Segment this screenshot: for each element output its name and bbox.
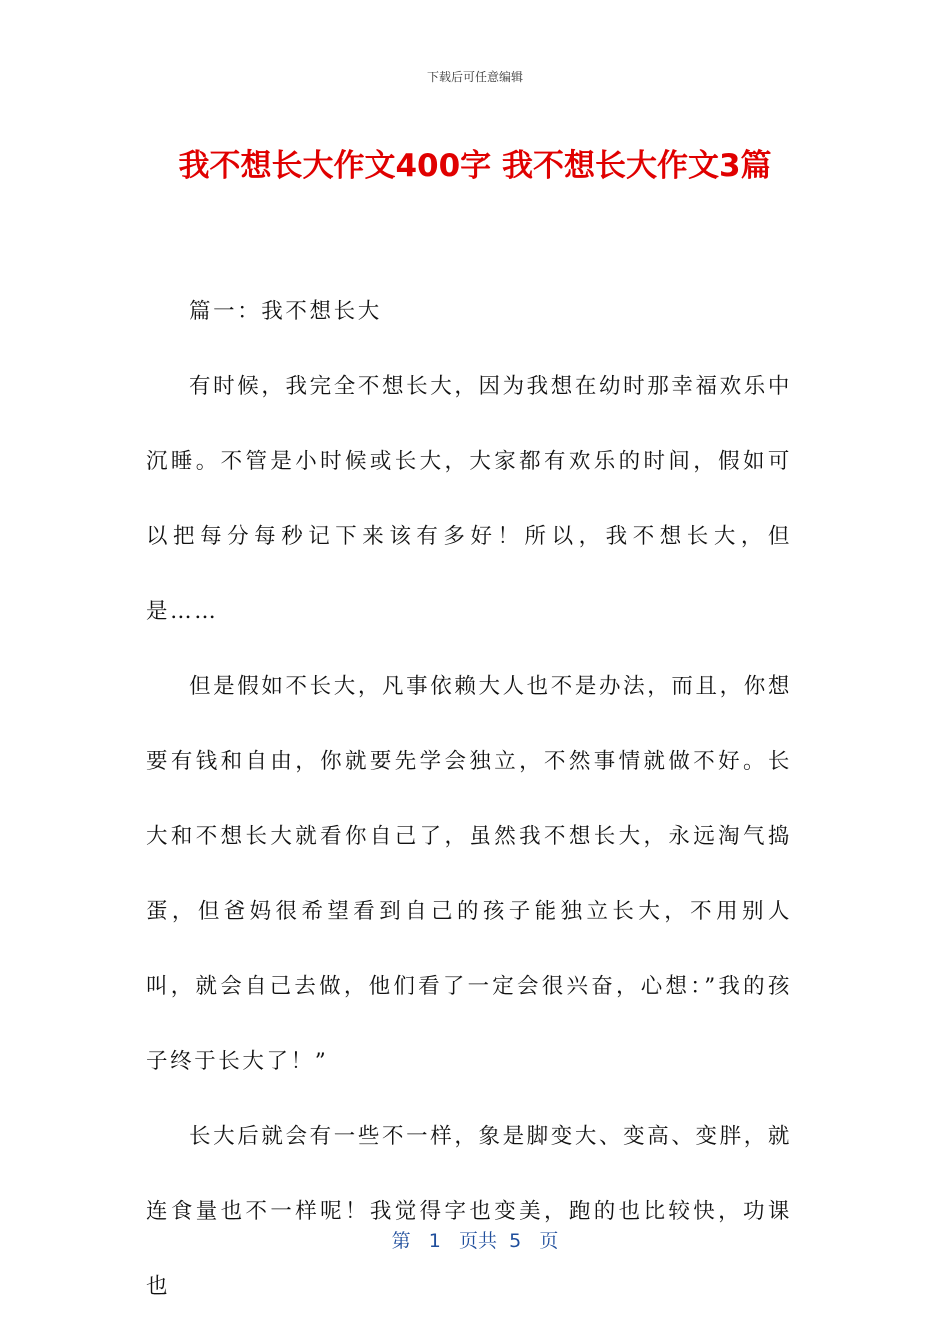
document-title: 我不想长大作文400字 我不想长大作文3篇	[178, 148, 772, 184]
footer-label-of: 页共	[459, 1230, 498, 1252]
document-body	[146, 274, 792, 1324]
paragraph-1: 有时候，我完全不想长大，因为我想在幼时那幸福欢乐中沉睡。不管是小时候或长大，大家都有欢乐的时间，假如可以把每分每秒记下来该有多好！所以，我不想长大，但是……	[146, 374, 792, 624]
footer-label-end: 页	[539, 1230, 559, 1252]
paragraph-3: 长大后就会有一些不一样，象是脚变大、变高、变胖，就连食量也不一样呢！我觉得字也变美，跑的也比较快，功课也	[146, 1124, 792, 1299]
section-heading: 篇一：我不想长大	[189, 299, 382, 324]
page-footer	[0, 1226, 950, 1253]
footer-current-page: 1	[428, 1230, 441, 1252]
footer-label-page: 第	[391, 1230, 411, 1252]
paragraph-2: 但是假如不长大，凡事依赖大人也不是办法，而且，你想要有钱和自由，你就要先学会独立，不然事情就做不好。长大和不想长大就看你自己了，虽然我不想长大，永远淘气捣蛋，但爸妈很希望看到自己的孩子能独立长大，不用别人叫，就会自己去做，他们看了一定会很兴奋，心想：”我的孩子终于长大了！”	[146, 674, 792, 1074]
footer-total-pages: 5	[509, 1230, 522, 1252]
header-note: 下载后可任意编辑	[426, 70, 523, 84]
